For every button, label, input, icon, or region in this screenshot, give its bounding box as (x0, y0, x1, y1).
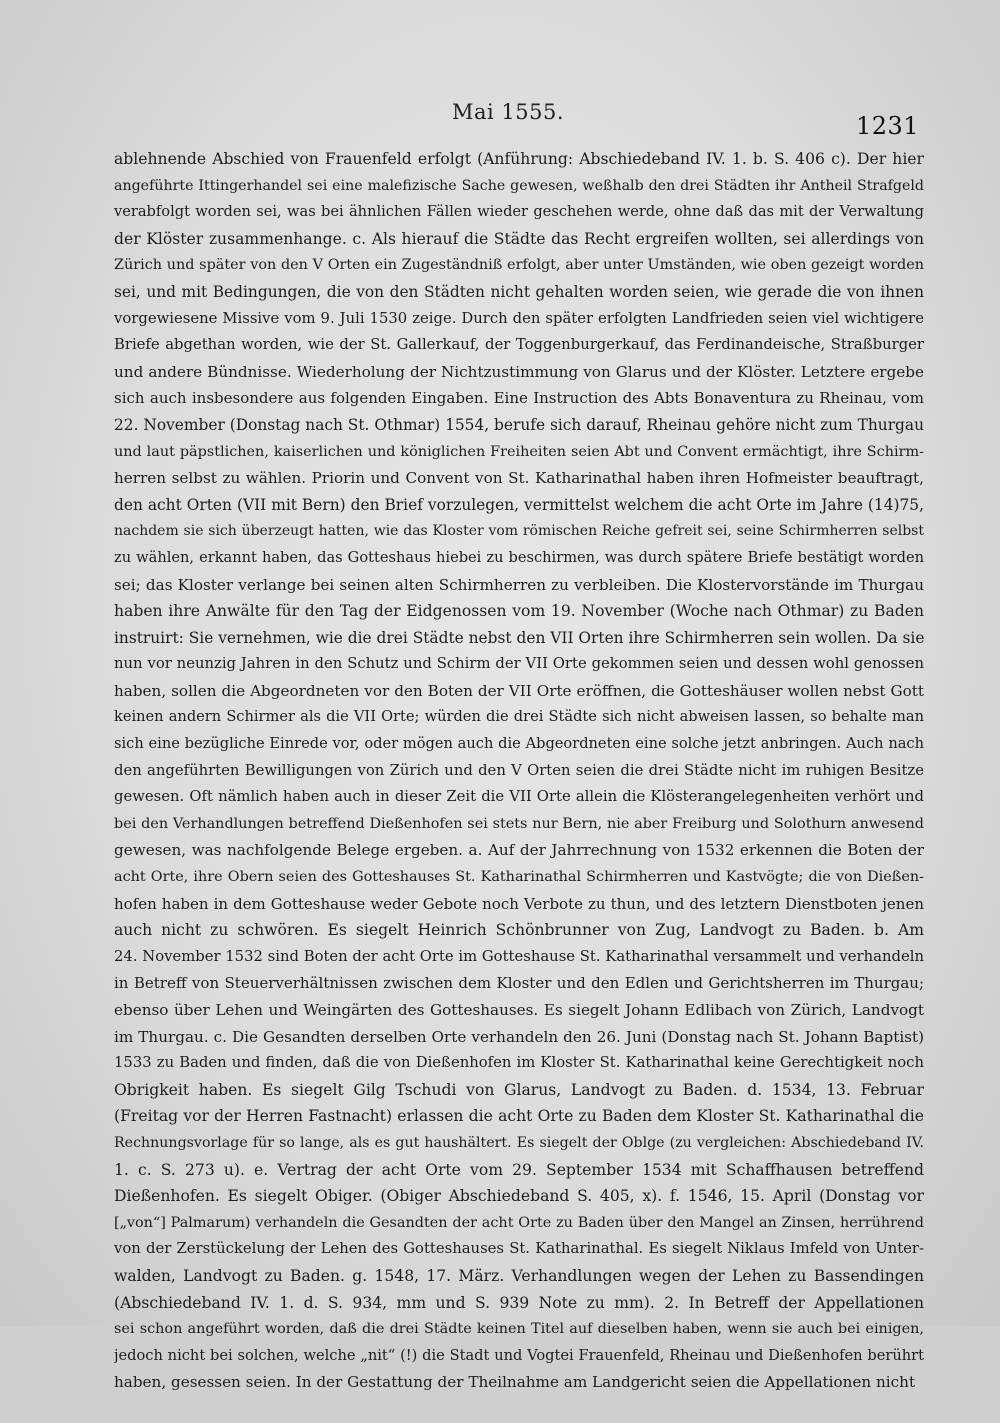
text-line-43: walden, Landvogt zu Baden. g. 1548, 17. März. Verhandlungen wegen der Lehen zu Bassendingen (114, 1266, 924, 1285)
text-line-27: gewesen, was nachfolgende Belege ergeben. a. Auf der Jahrrechnung von 1532 erkennen die Boten der (114, 841, 924, 860)
text-line-1: ablehnende Abschied von Frauenfeld erfolgt (Anführung: Abschiedeband IV. 1. b. S. 406 c). Der hier (114, 150, 924, 168)
text-line-40: Dießenhofen. Es siegelt Obiger. (Obiger Abschiedeband S. 405, x). f. 1546, 15. April (Donstag vor (114, 1187, 924, 1206)
text-line-33: ebenso über Lehen und Weingärten des Gotteshauses. Es siegelt Johann Edlibach von Zürich, Landvogt (114, 1001, 924, 1019)
text-line-2: angeführte Ittingerhandel sei eine malefizische Sache gewesen, weßhalb den drei Städten ihr Antheil Strafgeld (114, 177, 924, 194)
text-line-25: gewesen. Oft nämlich haben auch in dieser Zeit die VII Orte allein die Klösterangelegenheiten verhört und (114, 788, 924, 806)
text-line-7: vorgewiesene Missive vom 9. Juli 1530 zeige. Durch den später erfolgten Landfrieden seien viel wichtigere (114, 309, 924, 327)
text-line-3: verabfolgt worden sei, was bei ähnlichen Fällen wieder geschehen werde, ohne daß das mit der Verwaltung (114, 203, 924, 221)
text-line-38: Rechnungsvorlage für so lange, als es gut haushältert. Es siegelt der Oblge (zu vergleichen: Abschiedeband IV. (114, 1134, 924, 1151)
text-line-45: sei schon angeführt worden, daß die drei Städte keinen Titel auf dieselben haben, wenn sie auch bei einigen, (114, 1321, 924, 1338)
text-line-22: keinen andern Schirmer als die VII Orte; würden die drei Städte sich nicht abweisen lassen, so behalte man (114, 708, 924, 726)
text-line-34: im Thurgau. c. Die Gesandten derselben Orte verhandeln den 26. Juni (Donstag nach St. Johann Baptist) (114, 1027, 924, 1046)
text-line-24: den angeführten Bewilligungen von Zürich und den V Orten seien die drei Städte nicht im ruhigen Besitze (114, 761, 924, 779)
running-head: Mai 1555. (452, 100, 565, 124)
text-line-18: haben ihre Anwälte für den Tag der Eidgenossen vom 19. November (Woche nach Othmar) zu Baden (114, 602, 924, 621)
text-line-4: der Klöster zusammenhange. c. Als hierauf die Städte das Recht ergreifen wollten, sei allerdings von (114, 229, 924, 248)
text-line-39: 1. c. S. 273 u). e. Vertrag der acht Orte vom 29. September 1534 mit Schaffhausen betreffend (114, 1160, 924, 1179)
text-line-6: sei, und mit Bedingungen, die von den Städten nicht gehalten worden seien, wie gerade die von ihnen (114, 282, 924, 301)
text-line-14: den acht Orten (VII mit Bern) den Brief vorzulegen, vermittelst welchem die acht Orte im Jahre (14)75, (114, 495, 924, 514)
text-line-48 (114, 1396, 924, 1423)
text-line-30: auch nicht zu schwören. Es siegelt Heinrich Schönbrunner von Zug, Landvogt zu Baden. b. Am (114, 921, 924, 940)
text-line-20: nun vor neunzig Jahren in den Schutz und Schirm der VII Orte gekommen seien und dessen wohl genossen (114, 655, 924, 673)
text-line-23: sich eine bezügliche Einrede vor, oder mögen auch die Abgeordneten eine solche jetzt anbringen. Auch nach (114, 735, 924, 753)
text-line-28: acht Orte, ihre Obern seien des Gotteshauses St. Katharinathal Schirmherren und Kastvögte; die von Dießen- (114, 869, 924, 886)
text-line-41: [„von“] Palmarum) verhandeln die Gesandten der acht Orte zu Baden über den Mangel an Zinsen, herrührend (114, 1214, 924, 1231)
text-line-21: haben, sollen die Abgeordneten vor den Boten der VII Orte eröffnen, die Gotteshäuser wollen nebst Gott (114, 681, 924, 700)
text-line-29: hofen haben in dem Gotteshause weder Gebote noch Verbote zu thun, und des letztern Dienstboten jenen (114, 894, 924, 913)
text-line-36: Obrigkeit haben. Es siegelt Gilg Tschudi von Glarus, Landvogt zu Baden. d. 1534, 13. Februar (114, 1080, 924, 1099)
text-line-5: Zürich und später von den V Orten ein Zugeständniß erfolgt, aber unter Umständen, wie oben gezeigt worden (114, 257, 924, 274)
text-line-35: 1533 zu Baden und finden, daß die von Dießenhofen im Kloster St. Katharinathal keine Gerechtigkeit noch (114, 1054, 924, 1072)
text-line-46: jedoch nicht bei solchen, welche „nit“ (!) die Stadt und Vogtei Frauenfeld, Rheinau und Dießenhofen berührt (114, 1346, 924, 1364)
text-line-42: von der Zerstückelung der Lehen des Gotteshauses St. Katharinathal. Es siegelt Niklaus Imfeld von Unter- (114, 1240, 924, 1258)
text-line-17: sei; das Kloster verlange bei seinen alten Schirmherren zu verbleiben. Die Klostervorstände im Thurgau (114, 575, 924, 594)
body-text (114, 146, 924, 1423)
text-line-31: 24. November 1532 sind Boten der acht Orte im Gotteshause St. Katharinathal versammelt und verhandeln (114, 947, 924, 965)
text-line-9: und andere Bündnisse. Wiederholung der Nichtzustimmung von Glarus und der Klöster. Letztere ergebe (114, 362, 924, 381)
text-line-16: zu wählen, erkannt haben, das Gotteshaus hiebei zu beschirmen, was durch spätere Briefe bestätigt worden (114, 548, 924, 566)
page-number: 1231 (856, 112, 920, 140)
text-line-15: nachdem sie sich überzeugt hatten, wie das Kloster vom römischen Reiche gefreit sei, seine Schirmherren selbst (114, 523, 924, 540)
text-line-32: in Betreff von Steuerverhältnissen zwischen dem Kloster und den Edlen und Gerichtsherren im Thurgau; (114, 974, 924, 993)
text-line-44: (Abschiedeband IV. 1. d. S. 934, mm und S. 939 Note zu mm). 2. In Betreff der Appellationen (114, 1293, 924, 1312)
text-line-11: 22. November (Donstag nach St. Othmar) 1554, berufe sich darauf, Rheinau gehöre nicht zum Thurgau (114, 415, 924, 434)
text-line-10: sich auch insbesondere aus folgenden Eingaben. Eine Instruction des Abts Bonaventura zu Rheinau, vom (114, 389, 924, 408)
text-line-26: bei den Verhandlungen betreffend Dießenhofen sei stets nur Bern, nie aber Freiburg und Solothurn anwesend (114, 815, 924, 832)
text-line-47: haben, gesessen seien. In der Gestattung der Theilnahme am Landgericht seien die Appellationen nicht (114, 1373, 916, 1392)
text-line-19: instruirt: Sie vernehmen, wie die drei Städte nebst den VII Orten ihre Schirmherren sein wollen. Da sie (114, 628, 924, 647)
text-line-12: und laut päpstlichen, kaiserlichen und königlichen Freiheiten seien Abt und Convent ermächtigt, ihre Schirm- (114, 443, 924, 460)
text-line-37: (Freitag vor der Herren Fastnacht) erlassen die acht Orte zu Baden dem Kloster St. Katharinathal die (114, 1107, 924, 1126)
text-line-13: herren selbst zu wählen. Priorin und Convent von St. Katharinathal haben ihren Hofmeister beauftragt, (114, 469, 924, 488)
text-line-8: Briefe abgethan worden, wie der St. Gallerkauf, der Toggenburgerkauf, das Ferdinandeische, Straßburger (114, 336, 924, 354)
